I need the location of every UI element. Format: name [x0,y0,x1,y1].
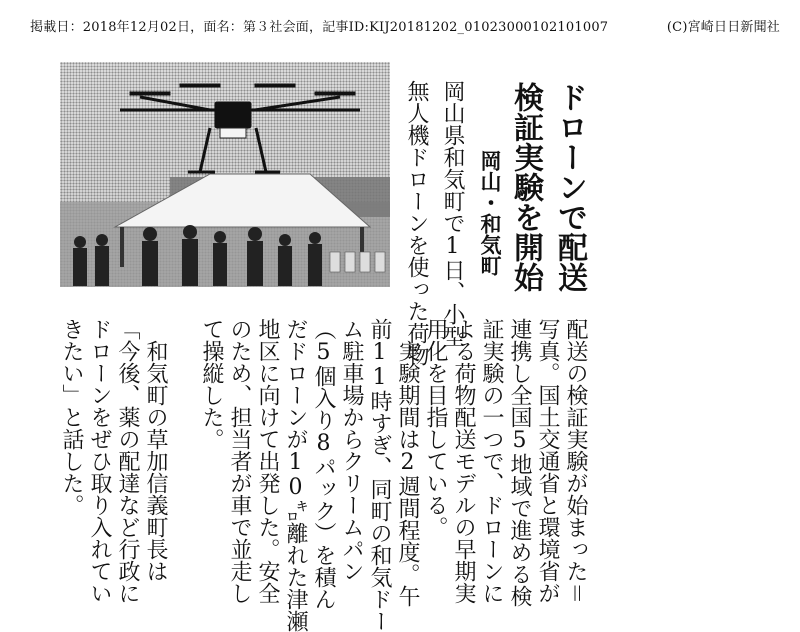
drone-photo-illustration [60,62,390,287]
body-line: だドローンが10㌔離れた津瀬 [283,318,308,632]
body-line: て操縦した。 [199,318,224,450]
body-line: 地区に向けて出発した。安全 [255,318,280,604]
body-line: 写真。国土交通省と環境省が [535,318,560,604]
body-line: きたい」と話した。 [59,318,84,516]
headline-line-1: ドローンで配送 [552,82,587,292]
body-line: のため、担当者が車で並走し [227,318,252,604]
body-line: 配送の検証実験が始まった＝ [563,318,588,604]
article-id: ， 記事ID:KIJ20181202_01023000102101007 [309,20,608,35]
publish-date: 掲載日：2018年12月02日 [30,20,191,35]
article-metadata [30,16,780,35]
drone-photo [60,62,390,287]
caption-line-2: 無人機ドローンを使った荷物 [404,80,429,366]
body-line: 証実験の一つで、ドローンに [479,318,504,604]
body-line: ム駐車場からクリームパン [339,318,364,582]
body-line: 和気町の草加信義町長は [143,318,168,582]
body-line: 「今後、薬の配達など行政に [115,318,140,604]
body-line: 実験期間は2週間程度。午 [395,318,420,607]
body-line: 用化を目指している。 [423,318,448,538]
body-line: 前11時すぎ、同町の和気ドー [367,318,392,632]
body-line: ドローンをぜひ取り入れてい [87,318,112,604]
subhead: 岡山・和気町 [478,150,502,276]
page-section: ， 面名：第３社会面 [190,20,309,35]
copyright: (C)宮崎日日新聞社 [666,20,780,35]
body-line: よる荷物配送モデルの早期実 [451,318,476,604]
headline-line-2: 検証実験を開始 [508,82,543,292]
caption-line-1: 岡山県和気町で1日、小型 [440,80,465,347]
body-line: （5個入り8パック）を積ん [311,318,336,610]
body-line: 連携し全国5地域で進める検 [507,318,532,607]
